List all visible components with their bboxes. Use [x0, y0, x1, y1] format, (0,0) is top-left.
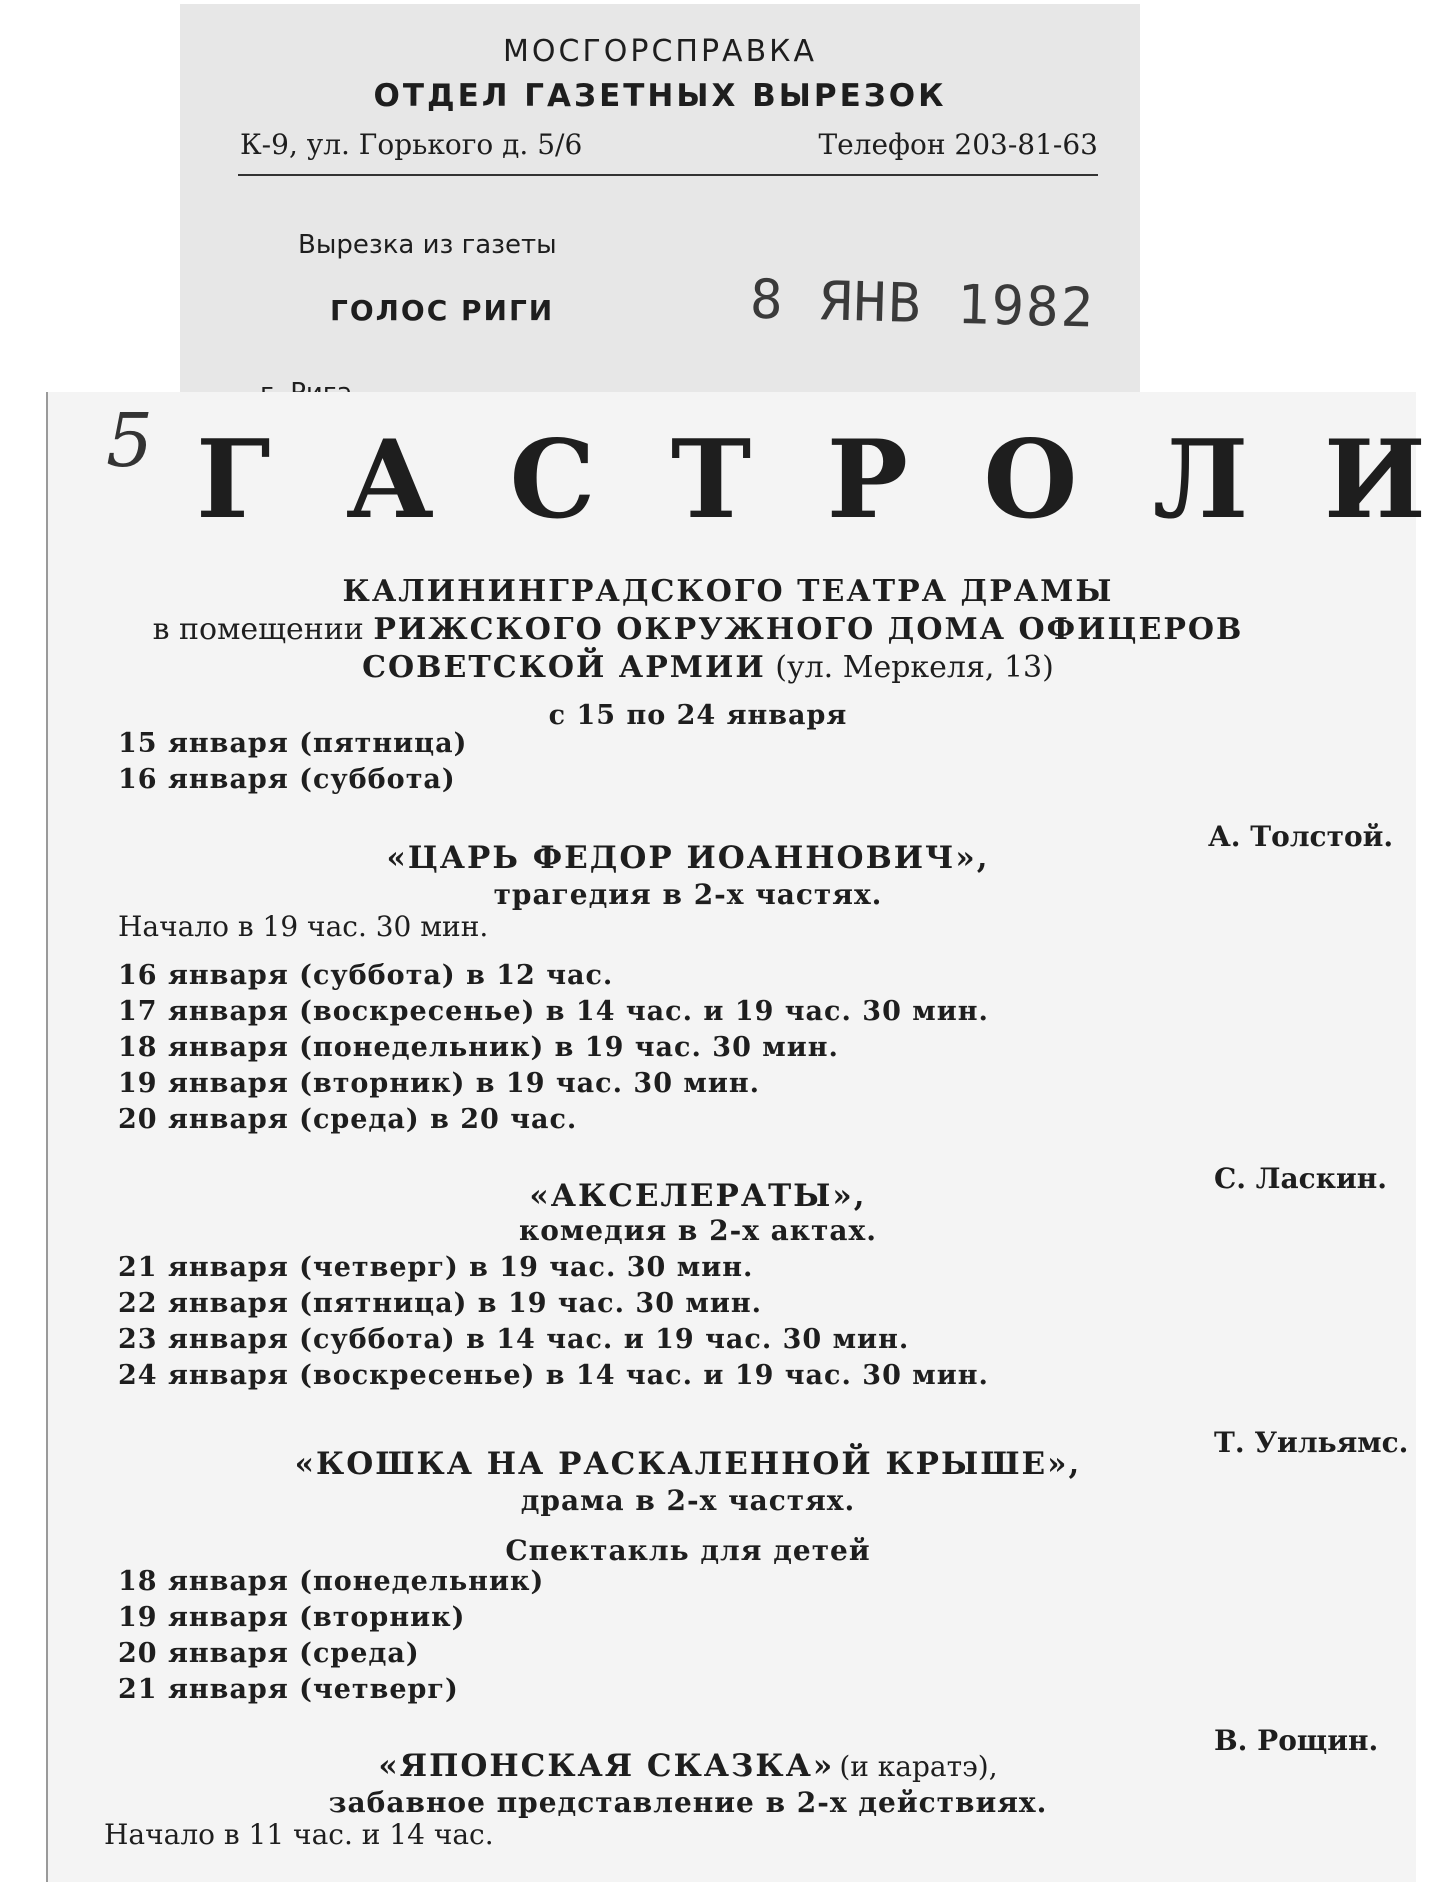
- schedule-line: 23 января (суббота) в 14 час. и 19 час. 30 мин.: [118, 1324, 910, 1355]
- bureau-phone: Телефон 203-81-63: [818, 128, 1098, 161]
- newspaper-clipping: [46, 392, 1426, 1882]
- schedule-line: 19 января (вторник) в 19 час. 30 мин.: [118, 1068, 761, 1099]
- venue-line-1: [18, 612, 1378, 647]
- play-title: «АКСЕЛЕРАТЫ»,: [529, 1178, 867, 1214]
- bureau-name: МОСГОРСПРАВКА: [503, 34, 817, 69]
- schedule-line: 16 января (суббота) в 12 час.: [118, 960, 614, 991]
- tour-period: с 15 по 24 января: [548, 700, 848, 731]
- label-divider: [238, 174, 1098, 176]
- theatre-name: КАЛИНИНГРАДСКОГО ТЕАТРА ДРАМЫ: [342, 574, 1114, 609]
- handwritten-mark: 5: [106, 398, 154, 484]
- headline-letter: С: [509, 417, 596, 543]
- clipping-bureau-label: [180, 4, 1140, 422]
- headline-letter: Л: [1152, 417, 1249, 543]
- play-genre: комедия в 2-х актах.: [519, 1214, 877, 1247]
- play-title: «ЯПОНСКАЯ СКАЗКА»: [378, 1748, 835, 1784]
- play-title: «ЦАРЬ ФЕДОР ИОАННОВИЧ»,: [386, 840, 990, 876]
- schedule-line: 15 января (пятница): [118, 728, 468, 759]
- schedule-line: 17 января (воскресенье) в 14 час. и 19 час. 30 мин.: [118, 996, 989, 1027]
- play-title: «КОШКА НА РАСКАЛЕННОЙ КРЫШЕ»,: [294, 1446, 1082, 1482]
- children-heading: Спектакль для детей: [505, 1534, 871, 1567]
- headline-letter: И: [1323, 417, 1426, 543]
- schedule-line: 20 января (среда) в 20 час.: [118, 1104, 578, 1135]
- headline-letter: Р: [826, 417, 908, 543]
- schedule-line: 21 января (четверг): [118, 1674, 459, 1705]
- schedule-line: 22 января (пятница) в 19 час. 30 мин.: [118, 1288, 763, 1319]
- date-stamp: 8 ЯНВ 1982: [749, 267, 1096, 340]
- venue-prefix: в помещении: [152, 612, 364, 647]
- schedule-line: 20 января (среда): [118, 1638, 420, 1669]
- headline-letter: Т: [670, 417, 752, 543]
- venue-address: (ул. Меркеля, 13): [775, 650, 1054, 685]
- play-genre: трагедия в 2-х частях.: [493, 878, 883, 911]
- schedule-line: 21 января (четверг) в 19 час. 30 мин.: [118, 1252, 754, 1283]
- bureau-address: К-9, ул. Горького д. 5/6: [240, 128, 583, 161]
- schedule-line: 16 января (суббота): [118, 764, 456, 795]
- play-genre: драма в 2-х частях.: [520, 1484, 856, 1517]
- play-author: Т. Уильямс.: [1214, 1426, 1409, 1459]
- venue-name-2: СОВЕТСКОЙ АРМИИ: [362, 650, 766, 685]
- headline-letter: А: [346, 417, 434, 543]
- headline-letter: Г: [196, 417, 271, 543]
- schedule-line: 18 января (понедельник): [118, 1566, 545, 1597]
- play-start-time: Начало в 19 час. 30 мин.: [118, 910, 489, 943]
- schedule-line: 19 января (вторник): [118, 1602, 466, 1633]
- schedule-line: 18 января (понедельник) в 19 час. 30 мин.: [118, 1032, 839, 1063]
- venue-name-1: РИЖСКОГО ОКРУЖНОГО ДОМА ОФИЦЕРОВ: [373, 612, 1244, 647]
- bureau-department: ОТДЕЛ ГАЗЕТНЫХ ВЫРЕЗОК: [373, 78, 947, 114]
- play-genre: забавное представление в 2-х действиях.: [328, 1786, 1048, 1819]
- newspaper-name: ГОЛОС РИГИ: [330, 294, 555, 327]
- venue-line-2: [28, 650, 1388, 685]
- headline-letter: О: [983, 417, 1078, 543]
- play-start-time: Начало в 11 час. и 14 час.: [104, 1818, 494, 1851]
- play-author: В. Рощин.: [1214, 1724, 1379, 1757]
- play-title-note: (и каратэ),: [839, 1750, 998, 1783]
- headline: [196, 417, 1426, 543]
- play-author: С. Ласкин.: [1214, 1162, 1387, 1195]
- play-author: А. Толстой.: [1208, 820, 1394, 853]
- cutting-label: Вырезка из газеты: [298, 230, 557, 260]
- schedule-line: 24 января (воскресенье) в 14 час. и 19 час. 30 мин.: [118, 1360, 989, 1391]
- play-title-line: [8, 1748, 1368, 1784]
